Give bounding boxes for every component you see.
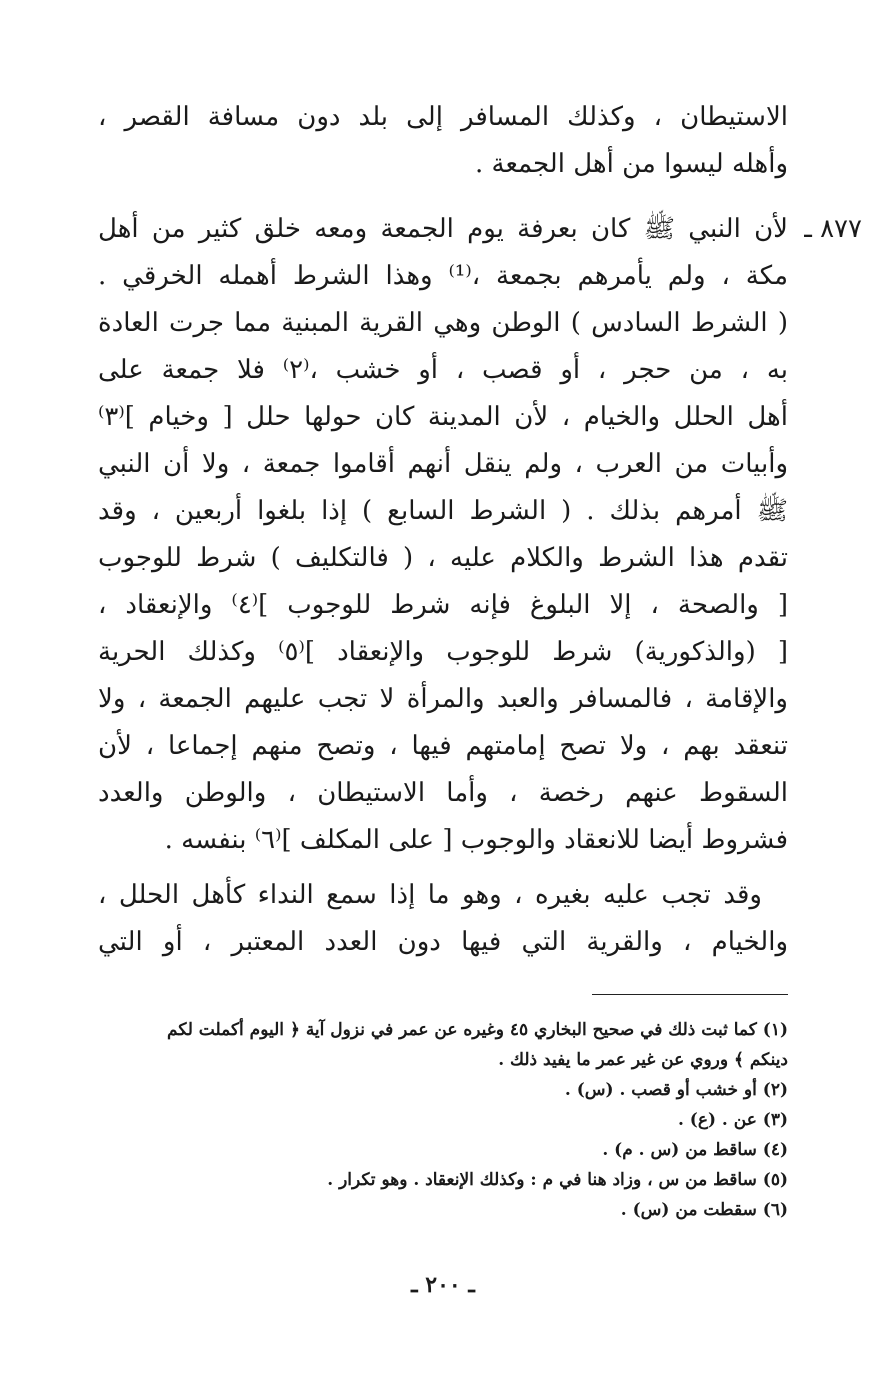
- footnote-6: (٦) سقطت من (س) .: [620, 1200, 788, 1220]
- text-line: لأن النبي ﷺ كان بعرفة يوم الجمعة ومعه خلق كثير من أهل: [98, 214, 788, 244]
- text-line: [ (والذكورية) شرط للوجوب والإنعقاد ]⁽٥⁾ وكذلك الحرية: [98, 637, 788, 667]
- text-line: فشروط أيضا للانعقاد والوجوب [ على المكلف ]⁽٦⁾ بنفسه .: [164, 825, 788, 855]
- footnote-2: (٢) أو خشب أو قصب . (س) .: [564, 1080, 788, 1100]
- footnote-separator: [592, 994, 788, 995]
- text-line: السقوط عنهم رخصة ، وأما الاستيطان ، والوطن والعدد: [98, 778, 788, 808]
- footnote-1: (١) كما ثبت ذلك في صحيح البخاري ٤٥ وغيره عن عمر في نزول آية ﴿ اليوم أكملت لكم: [167, 1020, 788, 1040]
- text-line: أهل الحلل والخيام ، لأن المدينة كان حولها حلل [ وخيام ]⁽٣⁾: [98, 402, 788, 432]
- paragraph-continuation: [98, 94, 788, 188]
- text-line: وأهله ليسوا من أهل الجمعة .: [474, 149, 788, 179]
- text-line: وقد تجب عليه بغيره ، وهو ما إذا سمع النداء كأهل الحلل ،: [98, 880, 762, 910]
- footnote-4: (٤) ساقط من (س . م) .: [602, 1140, 788, 1160]
- text-line: والخيام ، والقرية التي فيها دون العدد المعتبر ، أو التي: [98, 927, 788, 957]
- text-line: مكة ، ولم يأمرهم بجمعة ،⁽¹⁾ وهذا الشرط أهمله الخرقي .: [98, 261, 788, 291]
- text-line: تقدم هذا الشرط والكلام عليه ، ( فالتكليف ) شرط للوجوب: [98, 543, 788, 573]
- footnote-5: (٥) ساقط من س ، وزاد هنا في م : وكذلك الإنعقاد . وهو تكرار .: [327, 1170, 788, 1190]
- text-line: به ، من حجر ، أو قصب ، أو خشب ،⁽٢⁾ فلا جمعة على: [98, 355, 788, 385]
- footnote-1-continuation: دينكم ﴾ وروي عن غير عمر ما يفيد ذلك .: [498, 1050, 788, 1070]
- paragraph-877: [98, 206, 788, 864]
- text-line: ﷺ أمرهم بذلك . ( الشرط السابع ) إذا بلغوا أربعين ، وقد: [98, 496, 788, 526]
- paragraph-third: [98, 872, 788, 966]
- footnotes: [98, 1015, 788, 1225]
- text-line: تنعقد بهم ، ولا تصح إمامتهم فيها ، وتصح منهم إجماعا ، لأن: [98, 731, 788, 761]
- page-number: ـ ٢٠٠ ـ: [411, 1272, 475, 1298]
- footnote-3: (٣) عن . (ع) .: [677, 1110, 788, 1130]
- text-line: ( الشرط السادس ) الوطن وهي القرية المبنية مما جرت العادة: [98, 308, 788, 338]
- text-line: والإقامة ، فالمسافر والعبد والمرأة لا تجب عليهم الجمعة ، ولا: [98, 684, 788, 714]
- text-line: الاستيطان ، وكذلك المسافر إلى بلد دون مسافة القصر ،: [98, 102, 788, 132]
- paragraph-number: ٨٧٧ ـ: [804, 214, 862, 244]
- text-line: [ والصحة ، إلا البلوغ فإنه شرط للوجوب ]⁽٤⁾ والإنعقاد ،: [98, 590, 788, 620]
- text-line: وأبيات من العرب ، ولم ينقل أنهم أقاموا جمعة ، ولا أن النبي: [98, 449, 788, 479]
